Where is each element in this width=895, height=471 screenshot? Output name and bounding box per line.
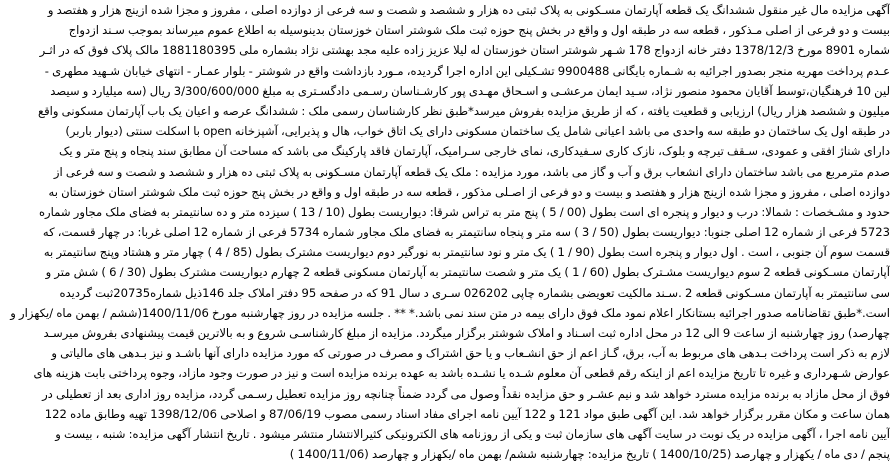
notice-line: میلیون و ششصد هزار ریال) ارزیابی و قطعیت یافته ، که از طریق مزایده بفروش میرسد*طبق نظر کارشناسان رسمی ملک : ششدانگ عرصه و اعیان یک باب آپارتمان مسکونی واقع	[37, 103, 890, 118]
notice-line: در طبقه اول یک ساختمان دو طبقه سه واحدی می باشد اعیانی شامل یک ساختمان مسکونی دارای یک اتاق خواب، هال و پذیرایی، آشپزخانه open با اسکلت سنتی (دیوار باربر)	[65, 124, 890, 139]
notice-line: حدود و مشـخصات : شمالا: درب و دیوار و پنجره ای است بطول (00 / 5 ) پنج متر به تراس شرقا: دیواریست بطول (10 / 13 ) سیزده متر و ده سانتیمتر به فضای ملک مجاور شماره	[38, 204, 890, 219]
notice-line: 5723 فرعی از شماره 12 اصلی جنوبا: دیواریست بطول (50 / 3 ) سه متر و پنجاه سانتیمتر به فضای ملک مجاور شماره 5734 فرعی از شماره 12 اصلی غربا: در چهار قسمت، که	[42, 225, 890, 240]
notice-line: آپارتمان مسـکونی قطعه 2 سوم دیواریست مشـترک بطول (60 / 1 ) یک متر و شصت سانتیمتر به آپارتمان مسکونی قطعه 2 چهارم دیواریست مشترک بطول (30 / 6 ) شش متر و	[45, 265, 890, 280]
notice-line: لازم به ذکر است پرداخت بـدهی های مربوط به آب، برق، گـاز اعم از حق انشـعاب و یا حق اشتراک و مصرف در صورتی که مورد مزایده دارای آنها باشـد و نیز بـدهی های مالیاتی و	[51, 346, 890, 361]
notice-line: دارای شناژ افقی و عمودی، سـقف تیرچه و بلوک، نازک کاری سـفیدکاری، نمای خارجی سـرامیک، آپارتمان فاقد پارکینگ می باشد که مساحت آن مطابق سند پنجاه و پنج متر و یک	[58, 144, 890, 159]
notice-line: عـدم پرداخت مهریه منجر بصدور اجرائیه به شـماره بایگانی 9900488 تشـکیلی این اداره اجرا گردیده، مـورد بازداشت واقع در شوشتر - بلوار عمـار - انتهای خیابان شـهید مطهری -	[44, 63, 890, 78]
notice-line: پنجم / دی ماه / یکهزار و چهارصد (1400/10/25 ) تاریخ مزایده: چهارشنبه ششم/ بهمن ماه /یکهزار و چهارصد (1400/11/06 )	[289, 447, 890, 462]
notice-line: شماره 8901 مورخ 1378/12/3 دفتر خانه ازدواج 178 شـهر شوشتر استان خوزستان له لیلا عزیز زاده علیه مجد بهشتی نژاد بشماره ملی 1881180395 مالک پلاک فوق که در اثـر	[39, 43, 890, 58]
notice-line: چهارصد) روز چهارشنبه از ساعت 9 الی 12 در محل اداره ثبت اسـناد و املاک شوشتر برگزار میگردد. مزایده از مبلغ کارشناسـی شروع و به بالاترین قیمت پیشنهادی بفروش میرسـد	[43, 326, 890, 340]
notice-line: همان ساعت و مکان مقرر برگزار خواهد شد. این آگهی طبق مواد 121 و 122 آیین نامه اجرای مفاد اسناد رسمی مصوب 87/06/19 و اصلاحی 1398/12/06 تهیه وطابق ماده 122	[44, 406, 890, 421]
notice-line: فوق از محل مازاد به برنده مزایده مسترد خواهد شد و نیم عشـر و حق مزایده نقداً وصول می گردد ضمناً چنانچه روز مزایده تعطیل رسـمی گردد، مزایده روز اداری بعد از تعطیلی در	[42, 386, 890, 401]
notice-line: است.*طبق تقاضانامه صدور اجرائیه بستانکار اعلام نمود ملک فوق دارای بیمه در متن سند نمی باشد.* ** . جلسه مزایده در روز چهارشنبه مورخ 1400/11/06(ششم / بهمن ماه /یکهزار و	[10, 305, 890, 320]
notice-line: صدم مترمربع می باشد ساختمان دارای انشعاب برق و آب و گاز می باشد، مورد مزایده : ملک یک قطعه آپارتمان مسـکونی به پلاک ثبتی ده هزار و ششصد و شصت و سه فرعی از	[53, 164, 890, 179]
notice-line: آیین نامه اجرا ، آگهی مزایده در یک نوبت در سایت آگهی های سازمان ثبت و یکی از روزنامه های الکترونیکی کثیرالانتشار منتشر میشود . تاریخ انتشار آگهی مزایده: شنبه ، بیست و	[55, 426, 890, 441]
notice-line: دوازده اصلی ، مفروز و مجزا شده ازینج هزار و هفتصد و بیست و دو فرعی از اصـلی مذکور ، قطعه سه در طبقه اول و واقع در بخش پنج حوزه ثبت ملک شوشتر استان خوزستان به	[48, 184, 890, 199]
notice-line: لین 10 فرهنگیان،توسط آقایان محمود منصور نژاد، سـید ایمان مرعشـی و اسـحاق مهـدی پور کارشـناسان رسـمی دادگسـتری به مبلغ 3/300/600/000 ریال (سه میلیارد و سیصد	[50, 83, 890, 98]
notice-line: قسمت سوم آن جنوبی ، است . اول دیوار و پنجره است بطول (90 / 1 ) یک متر و نود سانتیمتر به نورگیر دوم دیواریست مشترک بطول (85 / 4 ) چهار متر و هشتاد وپنج سانتیمتر به	[43, 245, 890, 260]
notice-line: سی سانتیمتر به آپارتمان مسـکونی قطعه 2 .سـند مالکیت تعویضی بشماره چاپی 026202 سـری د سال 91 که در صفحه 95 دفتر املاک جلد 146ذیل شماره20735ثبت گردیده	[59, 285, 890, 300]
notice-line: عوارض شـهرداری و غیره تا تاریخ مزایده اعم از اینکه رقم قطعی آن معلوم شـده یا نشـده باشد به عهده برنده مزایده است و نیز در صورت وجود مازاد، وجوه پرداختی بابت هزینه های	[33, 366, 890, 381]
notice-line: آگهی مزایده مال غیر منقول ششدانگ یک قطعه آپارتمان مسـکونی به پلاک ثبتی ده هزار و ششصد و شصت و سه فرعی از دوازده اصلی ، مفروز و مجزا شده ازینج هزار و هفتصد و	[47, 3, 890, 17]
notice-line: بیست و دو فرعی از اصلی مـذکور ، قطعه سه در طبقه اول و واقع در بخش پنج حوزه ثبت ملک شوشتر استان خوزستان بدینوسیله به اطلاع عموم میرساند بموجب سـند ازدواج	[68, 23, 890, 38]
